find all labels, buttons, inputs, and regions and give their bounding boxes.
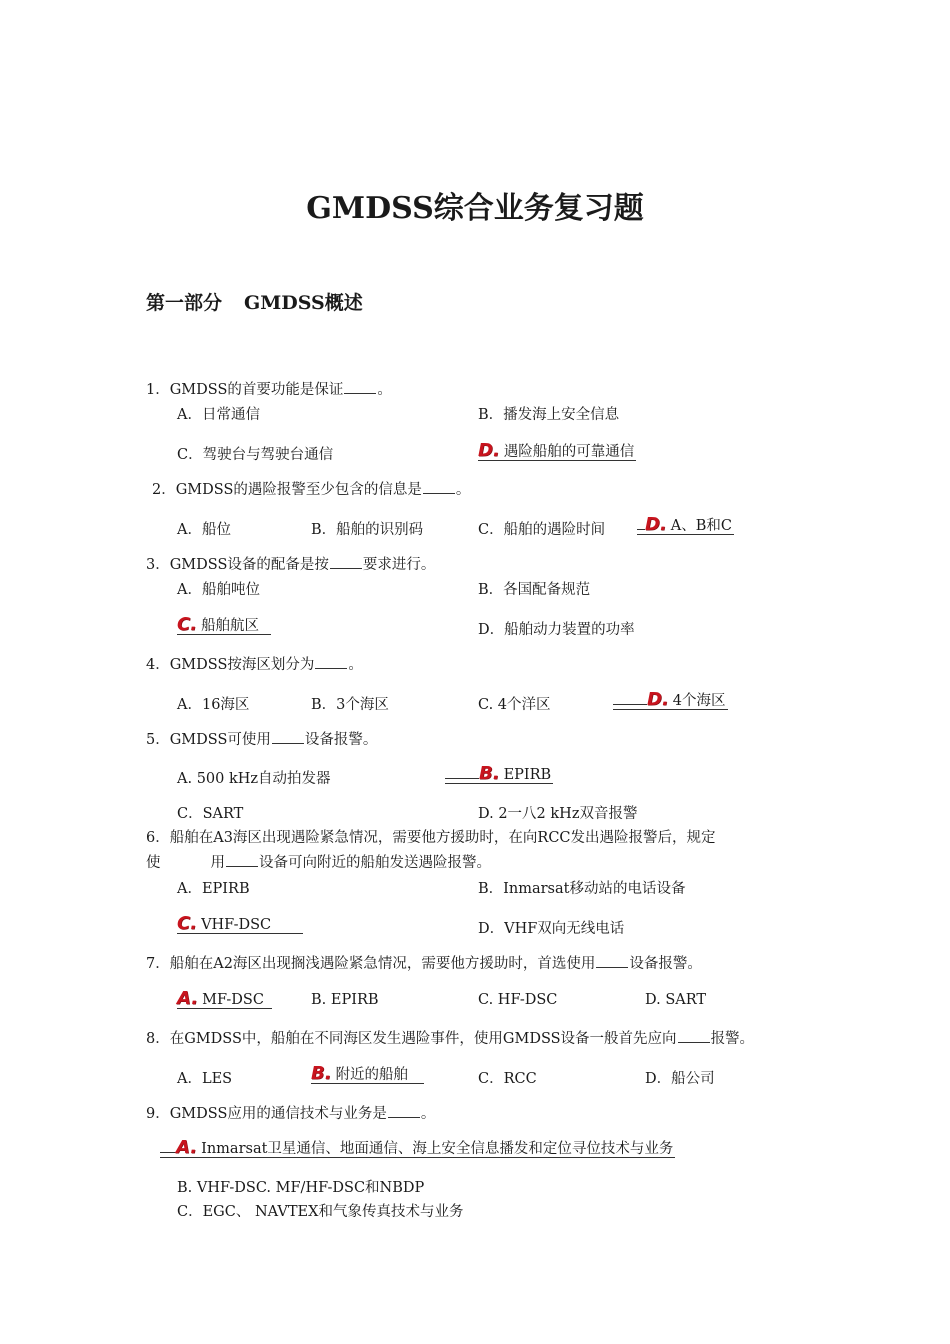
option-7c: C. HF-DSC	[478, 992, 558, 1008]
answer-mark: C.	[177, 614, 198, 635]
option-1c: C．驾驶台与驾驶台通信	[177, 447, 334, 463]
option-6d: D．VHF双向无线电话	[478, 921, 625, 937]
option-8c: C．RCC	[478, 1071, 537, 1087]
answer-mark: A.	[177, 988, 199, 1009]
option-5b-answer: B. EPIRB	[445, 763, 553, 784]
section-topic: GMDSS概述	[244, 292, 363, 314]
option-8a: A．LES	[177, 1071, 233, 1087]
answer-mark: A.	[176, 1137, 198, 1158]
option-2c: C．船舶的遇险时间	[478, 522, 606, 538]
question-5: 5．GMDSS可使用 设备报警。	[146, 732, 378, 748]
answer-mark: B.	[479, 763, 500, 784]
option-2a: A．船位	[177, 522, 231, 538]
question-9: 9．GMDSS应用的通信技术与业务是 。	[146, 1106, 436, 1122]
option-6c-answer: C. VHF-DSC	[177, 913, 303, 934]
option-6b: B．Inmarsat移动站的电话设备	[478, 881, 686, 897]
option-9a-answer: A. Inmarsat卫星通信、地面通信、海上安全信息播发和定位寻位技术与业务	[160, 1137, 675, 1158]
question-6-line-2: 使 用 设备可向附近的船舶发送遇险报警。	[146, 855, 491, 871]
answer-mark: D.	[478, 440, 500, 461]
section-heading	[146, 288, 363, 315]
option-7a-answer: A. MF-DSC	[177, 988, 272, 1009]
option-3a: A．船舶吨位	[177, 582, 260, 598]
option-4c: C. 4个洋区	[478, 697, 551, 713]
option-4b: B．3个海区	[311, 697, 389, 713]
option-2d-answer: D. A、B和C	[637, 514, 734, 535]
question-7: 7．船舶在A2海区出现搁浅遇险紧急情况，需要他方援助时，首选使用 设备报警。	[146, 956, 702, 972]
option-5a: A. 500 kHz自动拍发器	[177, 771, 331, 787]
option-7b: B. EPIRB	[311, 992, 379, 1008]
answer-mark: D.	[645, 514, 667, 535]
option-8d: D．船公司	[645, 1071, 715, 1087]
option-9b: B. VHF-DSC. MF/HF-DSC和NBDP	[177, 1180, 425, 1196]
option-4a: A．16海区	[177, 697, 250, 713]
option-5c: C．SART	[177, 806, 244, 822]
option-3c-answer: C. 船舶航区	[177, 614, 271, 635]
option-1a: A．日常通信	[177, 407, 260, 423]
option-4d-answer: D. 4个海区	[613, 689, 728, 710]
section-label: 第一部分	[146, 292, 223, 314]
question-4: 4．GMDSS按海区划分为 。	[146, 657, 363, 673]
answer-mark: B.	[311, 1063, 332, 1084]
option-5d: D. 2一八2 kHz双音报警	[478, 806, 638, 822]
option-9c: C．EGC、 NAVTEX和气象传真技术与业务	[177, 1204, 464, 1220]
question-6-line-1: 6．船舶在A3海区出现遇险紧急情况，需要他方援助时，在向RCC发出遇险报警后，规定	[146, 830, 716, 846]
option-2b: B．船舶的识别码	[311, 522, 424, 538]
answer-mark: D.	[647, 689, 669, 710]
option-7d: D. SART	[645, 992, 707, 1008]
option-3b: B．各国配备规范	[478, 582, 591, 598]
document-title: GMDSS综合业务复习题	[306, 191, 644, 226]
question-1: 1．GMDSS的首要功能是保证 。	[146, 382, 392, 398]
question-2: 2．GMDSS的遇险报警至少包含的信息是 。	[152, 482, 471, 498]
option-3d: D．船舶动力装置的功率	[478, 622, 635, 638]
option-8b-answer: B. 附近的船舶	[311, 1063, 424, 1084]
option-6a: A．EPIRB	[177, 881, 250, 897]
answer-mark: C.	[177, 913, 198, 934]
option-1b: B．播发海上安全信息	[478, 407, 620, 423]
question-8: 8．在GMDSS中，船舶在不同海区发生遇险事件，使用GMDSS设备一般首先应向 报警。	[146, 1031, 755, 1047]
option-1d-answer: D. 遇险船舶的可靠通信	[478, 440, 635, 461]
question-3: 3．GMDSS设备的配备是按 要求进行。	[146, 557, 436, 573]
